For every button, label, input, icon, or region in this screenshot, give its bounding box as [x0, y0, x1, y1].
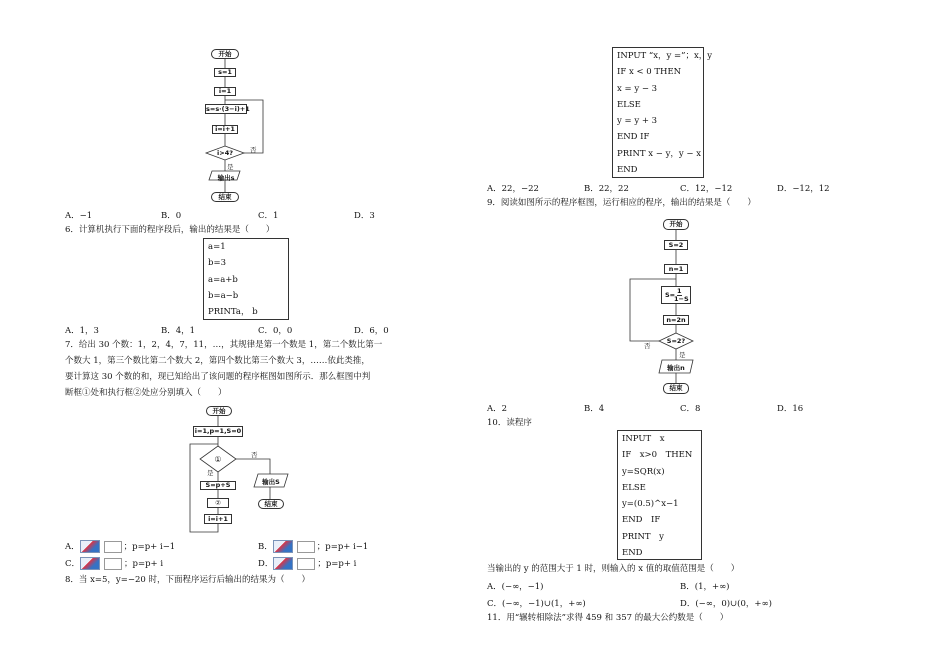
q8-stem: 8．当 x=5，y=−20 时，下面程序运行后输出的结果为（ ） [65, 575, 310, 585]
q7-option-text: ；p=p+ i [317, 559, 357, 569]
q9-double: n=2n [663, 315, 689, 325]
q10-code-box [617, 430, 702, 560]
q4-cond: i>4? [217, 149, 233, 157]
q9-end: 结束 [663, 383, 689, 394]
q4-start: 开始 [211, 49, 239, 59]
q9-update-left: S= [665, 291, 676, 299]
q4-yes: 是 [227, 163, 234, 171]
q7-stem-line: 要计算这 30 个数的和，现已知给出了该问题的程序框图如图所示．那么框图中判 [65, 372, 371, 382]
q6-option-d: D．6，0 [354, 326, 389, 336]
q9-option-c: C．8 [680, 404, 701, 414]
q7-output: 输出S [262, 478, 280, 486]
q7-stem-line: 个数大 1，第三个数比第二个数大 2，第四个数比第三个数大 3，……依此类推， [65, 356, 370, 366]
q8-code-line: PRINT x − y，y − x [617, 148, 702, 159]
q6-option-a: A．1，3 [65, 326, 99, 336]
q10-option-a: A．(−∞，−1) [487, 582, 544, 592]
q8-code-line: INPUT “x，y =”；x，y [617, 51, 713, 61]
q6-code-line: b=3 [208, 258, 226, 269]
q9-option-a: A．2 [487, 404, 508, 414]
q9-init-n: n=1 [664, 264, 688, 274]
q7-inc: i=i+1 [204, 514, 232, 524]
q11-stem: 11．用“辗转相除法”求得 459 和 357 的最大公约数是（ ） [487, 613, 729, 623]
q8-code-line: END IF [617, 132, 650, 143]
q7-option-text: ；p=p+ i−1 [123, 542, 176, 552]
q9-update-num: 1 [677, 287, 682, 295]
q9-stem: 9．阅读如图所示的程序框图，运行相应的程序，输出的结果是（ ） [487, 198, 756, 208]
q4-no: 否 [250, 146, 257, 154]
q10-title: 10．读程序 [487, 418, 532, 428]
q10-stem: 当输出的 y 的范围大于 1 时，则输入的 x 值的取值范围是（ ） [487, 564, 740, 574]
q9-update [661, 286, 691, 304]
q7-stem-line: 断框①处和执行框②处应分别填入（ ） [65, 388, 227, 398]
q7-option-text: ；p=p+ i [124, 559, 164, 569]
q10-code-line: y=(0.5)^x−1 [622, 499, 679, 510]
q8-code-line: IF x < 0 THEN [617, 67, 682, 78]
q9-output: 输出n [667, 364, 685, 372]
q9-start: 开始 [663, 219, 689, 230]
q4-increment: i=i+1 [212, 125, 238, 134]
q7-option-letter: A． [65, 542, 80, 552]
q10-code-line: END IF [622, 515, 661, 526]
q4-end: 结束 [211, 192, 239, 202]
q7-no: 否 [251, 451, 258, 459]
q7-start: 开始 [206, 406, 232, 416]
q6-code-line: PRINTa， b [208, 307, 258, 318]
q9-init-s: S=2 [664, 240, 688, 250]
q4-option-b: B．0 [161, 211, 182, 221]
q7-end: 结束 [258, 499, 284, 509]
q9-cond: S=2? [666, 337, 686, 345]
q10-code-line: ELSE [622, 482, 646, 493]
q8-option-b: B．22，22 [584, 184, 629, 194]
q8-code-line: y = y + 3 [617, 116, 658, 127]
q10-code-line: y=SQR(x) [622, 466, 665, 477]
q4-option-a: A．−1 [65, 211, 93, 221]
q10-option-b: B．(1，+∞) [680, 582, 730, 592]
q7-init: i=1,p=1,S=0 [194, 427, 242, 435]
q6-option-c: C．0，0 [258, 326, 293, 336]
q6-option-b: B．4，1 [161, 326, 196, 336]
q7-option-text: ；p=p+ i−1 [316, 542, 369, 552]
q8-code-line: ELSE [617, 99, 641, 110]
q10-option-d: D．(−∞，0)∪(0，+∞) [680, 599, 772, 609]
q6-stem: 6．计算机执行下面的程序段后，输出的结果是（ ） [65, 225, 275, 235]
q9-option-b: B．4 [584, 404, 605, 414]
q4-output: 输出s [217, 174, 235, 182]
q4-init-i: i=1 [214, 87, 236, 96]
q8-code-line: END [617, 165, 638, 176]
q4-option-d: D．3 [354, 211, 375, 221]
q7-option-letter: B． [258, 542, 273, 552]
q7-cond: ① [214, 455, 222, 464]
q7-step: ② [207, 498, 229, 508]
q10-option-c: C．(−∞，−1)∪(1，+∞) [487, 599, 586, 609]
q4-update: s=s·(3−i)+1 [206, 105, 250, 113]
q7-sum: S=p+S [200, 481, 236, 490]
q8-option-d: D．−12，12 [777, 184, 830, 194]
q9-no: 否 [644, 342, 651, 350]
q6-code-line: b=a−b [208, 290, 239, 301]
q9-update-den: 1−S [674, 295, 689, 303]
q7-option-letter: D． [258, 559, 274, 569]
q6-code-line: a=1 [208, 242, 226, 252]
q8-code-line: x = y − 3 [617, 83, 658, 94]
q10-code-line: IF x>0 THEN [622, 450, 693, 461]
q6-code-line: a=a+b [208, 274, 238, 285]
q4-option-c: C．1 [258, 211, 279, 221]
q7-yes: 是 [207, 469, 214, 477]
q7-option-letter: C． [65, 559, 81, 569]
q10-code-line: INPUT x [622, 434, 665, 444]
q8-option-a: A．22，−22 [487, 184, 539, 194]
q8-option-c: C．12，−12 [680, 184, 733, 194]
q9-yes: 是 [679, 351, 686, 359]
q10-code-line: PRINT y [622, 531, 664, 542]
q4-init-s: s=1 [214, 68, 236, 77]
q7-stem-line: 7．给出 30 个数：1，2，4，7，11，…，其规律是第一个数是 1，第二个数比第一 [65, 340, 383, 350]
q10-code-line: END [622, 548, 643, 559]
q9-option-d: D．16 [777, 404, 804, 414]
